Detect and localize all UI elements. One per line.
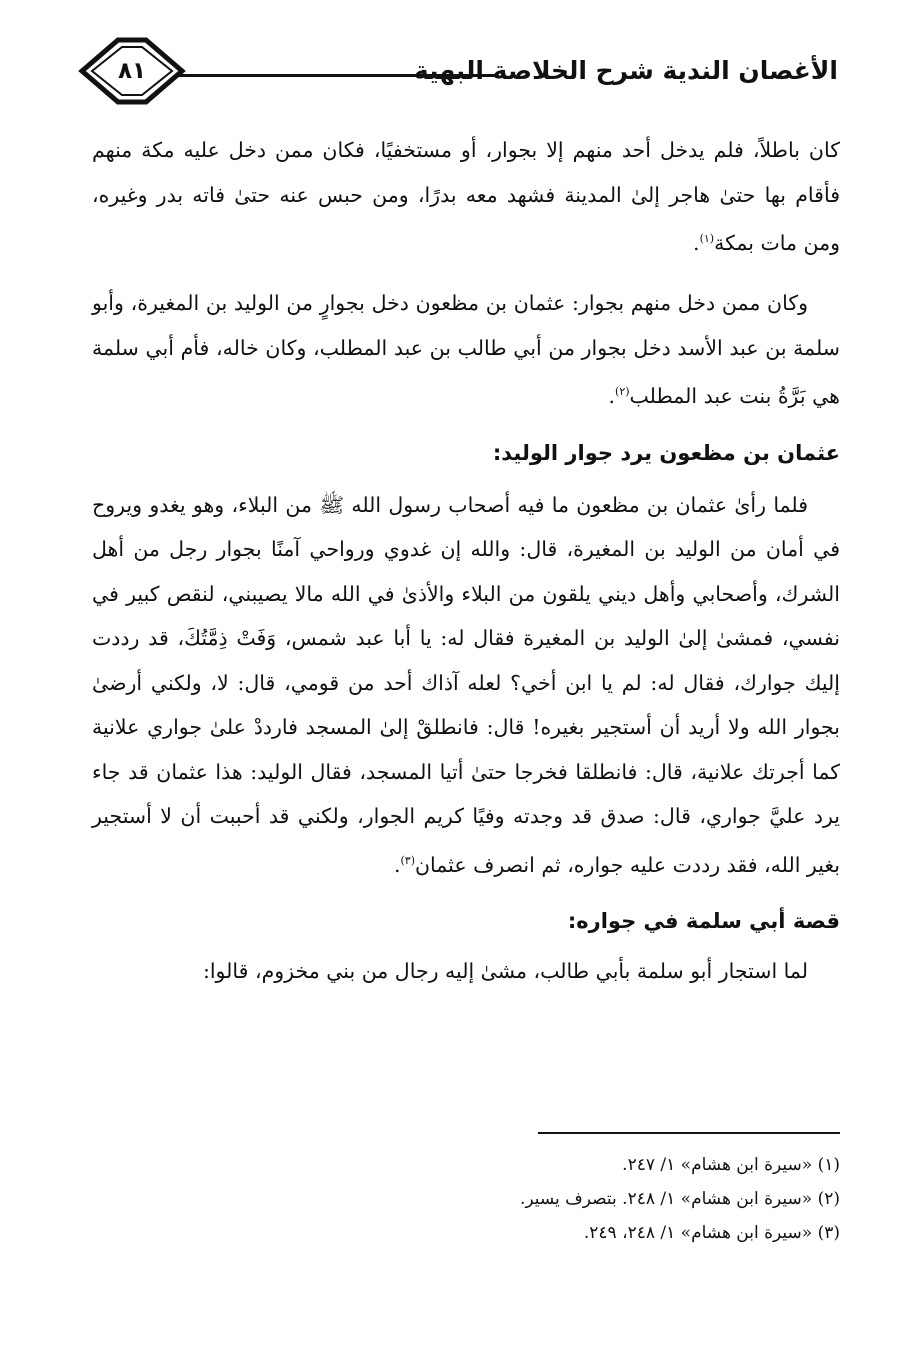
section-heading: عثمان بن مظعون يرد جوار الوليد:: [492, 440, 840, 465]
footnote: (١) «سيرة ابن هشام» ١/ ٢٤٧.: [622, 1155, 840, 1175]
footnote-divider: [538, 1132, 840, 1134]
paragraph-text: كان باطلاً، فلم يدخل أحد منهم إلا بجوار، أو مستخفيًا، فكان ممن دخل عليه مكة منهم فأقام بها حتىٰ هاجر إلىٰ المدينة فشهد معه بدرًا، ومن حبس عنه حتىٰ فاته بدر وغيره، ومن مات بمكة: [92, 138, 840, 255]
page-number-badge: [78, 36, 186, 106]
main-text: [92, 128, 840, 993]
paragraph: لما استجار أبو سلمة بأبي طالب، مشىٰ إليه رجال من بني مخزوم، قالوا:: [202, 958, 808, 983]
running-title: الأغصان الندية شرح الخلاصة البهية: [413, 56, 838, 85]
paragraph-text: وكان ممن دخل منهم بجوار: عثمان بن مظعون دخل بجوارٍ من الوليد بن المغيرة، وأبو سلمة بن عبد الأسد دخل بجوار من أبي طالب بن عبد المطلب، وكان خاله، فأم أبي سلمة هي بَرَّةُ بنت عبد المطلب: [92, 291, 840, 409]
footnote-ref: (١): [699, 232, 715, 245]
section-heading: قصة أبي سلمة في جواره:: [567, 908, 840, 933]
paragraph: كان باطلاً، فلم يدخل أحد منهم إلا بجوار، أو مستخفيًا، فكان ممن دخل عليه مكة منهم فأقام بها حتىٰ هاجر إلىٰ المدينة فشهد معه بدرًا، ومن حبس عنه حتىٰ فاته بدر وغيره، ومن مات بمكة$^{(١)}$.: [92, 138, 840, 255]
paragraph: وكان ممن دخل منهم بجوار: عثمان بن مظعون دخل بجوارٍ من الوليد بن المغيرة، وأبو سلمة بن عبد الأسد دخل بجوار من أبي طالب بن عبد المطلب، وكان خاله، فأم أبي سلمة هي بَرَّةُ بنت عبد المطلب$^{(٢)}$.: [92, 291, 840, 409]
paragraph: فلما رأىٰ عثمان بن مظعون ما فيه أصحاب رسول الله ﷺ من البلاء، وهو يغدو ويروح في أمان من الوليد بن المغيرة، قال: والله إن غدوي ورواحي آمنًا بجوار رجل من أهل الشرك، وأصحابي وأهل ديني يلقون من البلاء والأذىٰ في الله مالا يصيبني، لنقص كبير في نفسي، فمشىٰ إلىٰ الوليد بن المغيرة فقال له: يا أبا عبد شمس، وَفَتْ ذِمَّتُكَ، قد رددت إليك جوارك، فقال له: لم يا ابن أخي؟ لعله آذاك أحد من قومي، قال: لا، ولكني أرضىٰ بجوار الله ولا أريد أن أستجير بغيره! قال: فانطلقْ إلىٰ المسجد فارددْ علىٰ جواري علانية كما أجرتك علانية، قال: فانطلقا فخرجا حتىٰ أتيا المسجد، فقال الوليد: هذا عثمان قد جاء يرد عليَّ جواري، قال: صدق قد وجدته وفيًا كريم الجوار، ولكني قد أحببت أن لا أستجير بغير الله، فقد رددت عليه جواره، ثم انصرف عثمان$^{(٣)}$.: [92, 492, 840, 877]
page-header: [78, 36, 838, 106]
footnote-ref: (٢): [615, 385, 630, 399]
paragraph-text: فلما رأىٰ عثمان بن مظعون ما فيه أصحاب رسول الله ﷺ من البلاء، وهو يغدو ويروح في أمان من الوليد بن المغيرة، قال: والله إن غدوي ورواحي آمنًا بجوار رجل من أهل الشرك، وأصحابي وأهل ديني يلقون من البلاء والأذىٰ في الله مالا يصيبني، لنقص كبير في نفسي، فمشىٰ إلىٰ الوليد بن المغيرة فقال له: يا أبا عبد شمس، وَفَتْ ذِمَّتُكَ، قد رددت إليك جوارك، فقال له: لم يا ابن أخي؟ لعله آذاك أحد من قومي، قال: لا، ولكني أرضىٰ بجوار الله ولا أريد أن أستجير بغيره! قال: فانطلقْ إلىٰ المسجد فارددْ علىٰ جواري علانية كما أجرتك علانية، قال: فانطلقا فخرجا حتىٰ أتيا المسجد، فقال الوليد: هذا عثمان قد جاء يرد عليَّ جواري، قال: صدق قد وجدته وفيًا كريم الجوار، ولكني قد أحببت أن لا أستجير بغير الله، فقد رددت عليه جواره، ثم انصرف عثمان: [92, 492, 840, 877]
page-number: ٨١: [117, 58, 147, 84]
footnote: (٢) «سيرة ابن هشام» ١/ ٢٤٨. بتصرف يسير.: [519, 1189, 840, 1209]
footnotes: [92, 1148, 840, 1250]
footnote: (٣) «سيرة ابن هشام» ١/ ٢٤٨، ٢٤٩.: [583, 1223, 840, 1243]
footnote-ref: (٣): [400, 853, 415, 867]
